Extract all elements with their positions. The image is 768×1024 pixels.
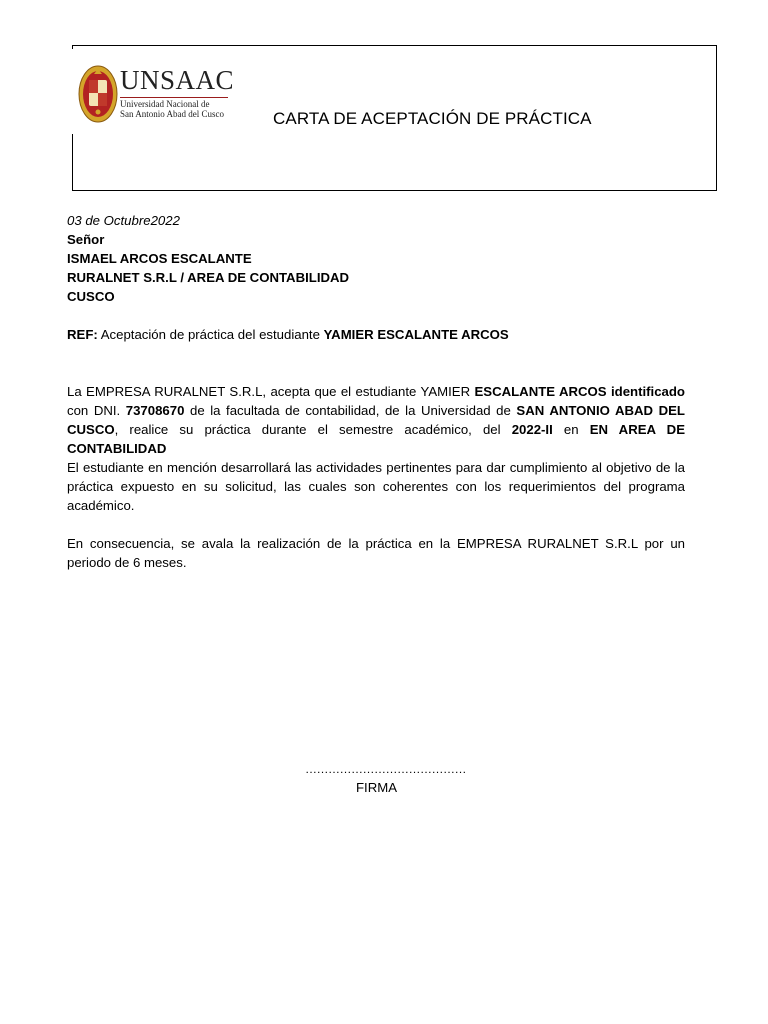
logo-subtitle-line2: San Antonio Abad del Cusco xyxy=(120,109,224,119)
letter-date: 03 de Octubre2022 xyxy=(67,213,180,228)
reference-label: REF: xyxy=(67,327,98,342)
signature-label: FIRMA xyxy=(356,780,398,795)
p1-segment: de la facultada de contabilidad, de la Universidad de xyxy=(184,403,517,418)
p1-semester: 2022-II xyxy=(511,422,553,437)
p1-segment: en xyxy=(552,422,590,437)
header-box-left-edge-top xyxy=(72,45,73,49)
p1-segment: con DNI. xyxy=(67,403,126,418)
p1-segment: , realice su práctica durante el semestre académico, del xyxy=(114,422,512,437)
logo-divider xyxy=(120,97,228,98)
header-box-left-edge xyxy=(72,134,73,191)
p1-dni: 73708670 xyxy=(125,403,185,418)
logo-wordmark: UNSAAC xyxy=(120,65,235,95)
paragraph-acceptance xyxy=(67,382,685,458)
paragraph-activities: El estudiante en mención desarrollará las actividades pertinentes para dar cumplimiento al objetivo de la práctica expuesto en su solicitud, las cuales son coherentes con los requerimientos del programa académico. xyxy=(67,460,685,513)
reference-student: YAMIER ESCALANTE ARCOS xyxy=(323,327,509,342)
p1-student-bold: ESCALANTE ARCOS identificado xyxy=(474,384,685,399)
p1-area: EN AREA DE CONTABILIDAD xyxy=(67,422,685,456)
p1-segment: La EMPRESA RURALNET S.R.L, acepta que el estudiante YAMIER xyxy=(67,384,475,399)
logo-subtitle-line1: Universidad Nacional de xyxy=(120,99,210,109)
reference-text: Aceptación de práctica del estudiante xyxy=(97,327,324,342)
p1-university: SAN ANTONIO ABAD DEL CUSCO xyxy=(67,403,685,437)
recipient-name: ISMAEL ARCOS ESCALANTE xyxy=(67,251,252,266)
recipient-company: RURALNET S.R.L / AREA DE CONTABILIDAD xyxy=(67,270,350,285)
reference-line xyxy=(67,325,509,344)
recipient-city: CUSCO xyxy=(67,289,115,304)
signature-line: …………………………………… xyxy=(305,762,466,776)
paragraph-conclusion: En consecuencia, se avala la realización de la práctica en la EMPRESA RURALNET S.R.L por un periodo de 6 meses. xyxy=(67,536,685,570)
document-title: CARTA DE ACEPTACIÓN DE PRÁCTICA xyxy=(273,109,592,128)
salutation: Señor xyxy=(67,232,105,247)
logo-subtitle xyxy=(120,99,224,119)
